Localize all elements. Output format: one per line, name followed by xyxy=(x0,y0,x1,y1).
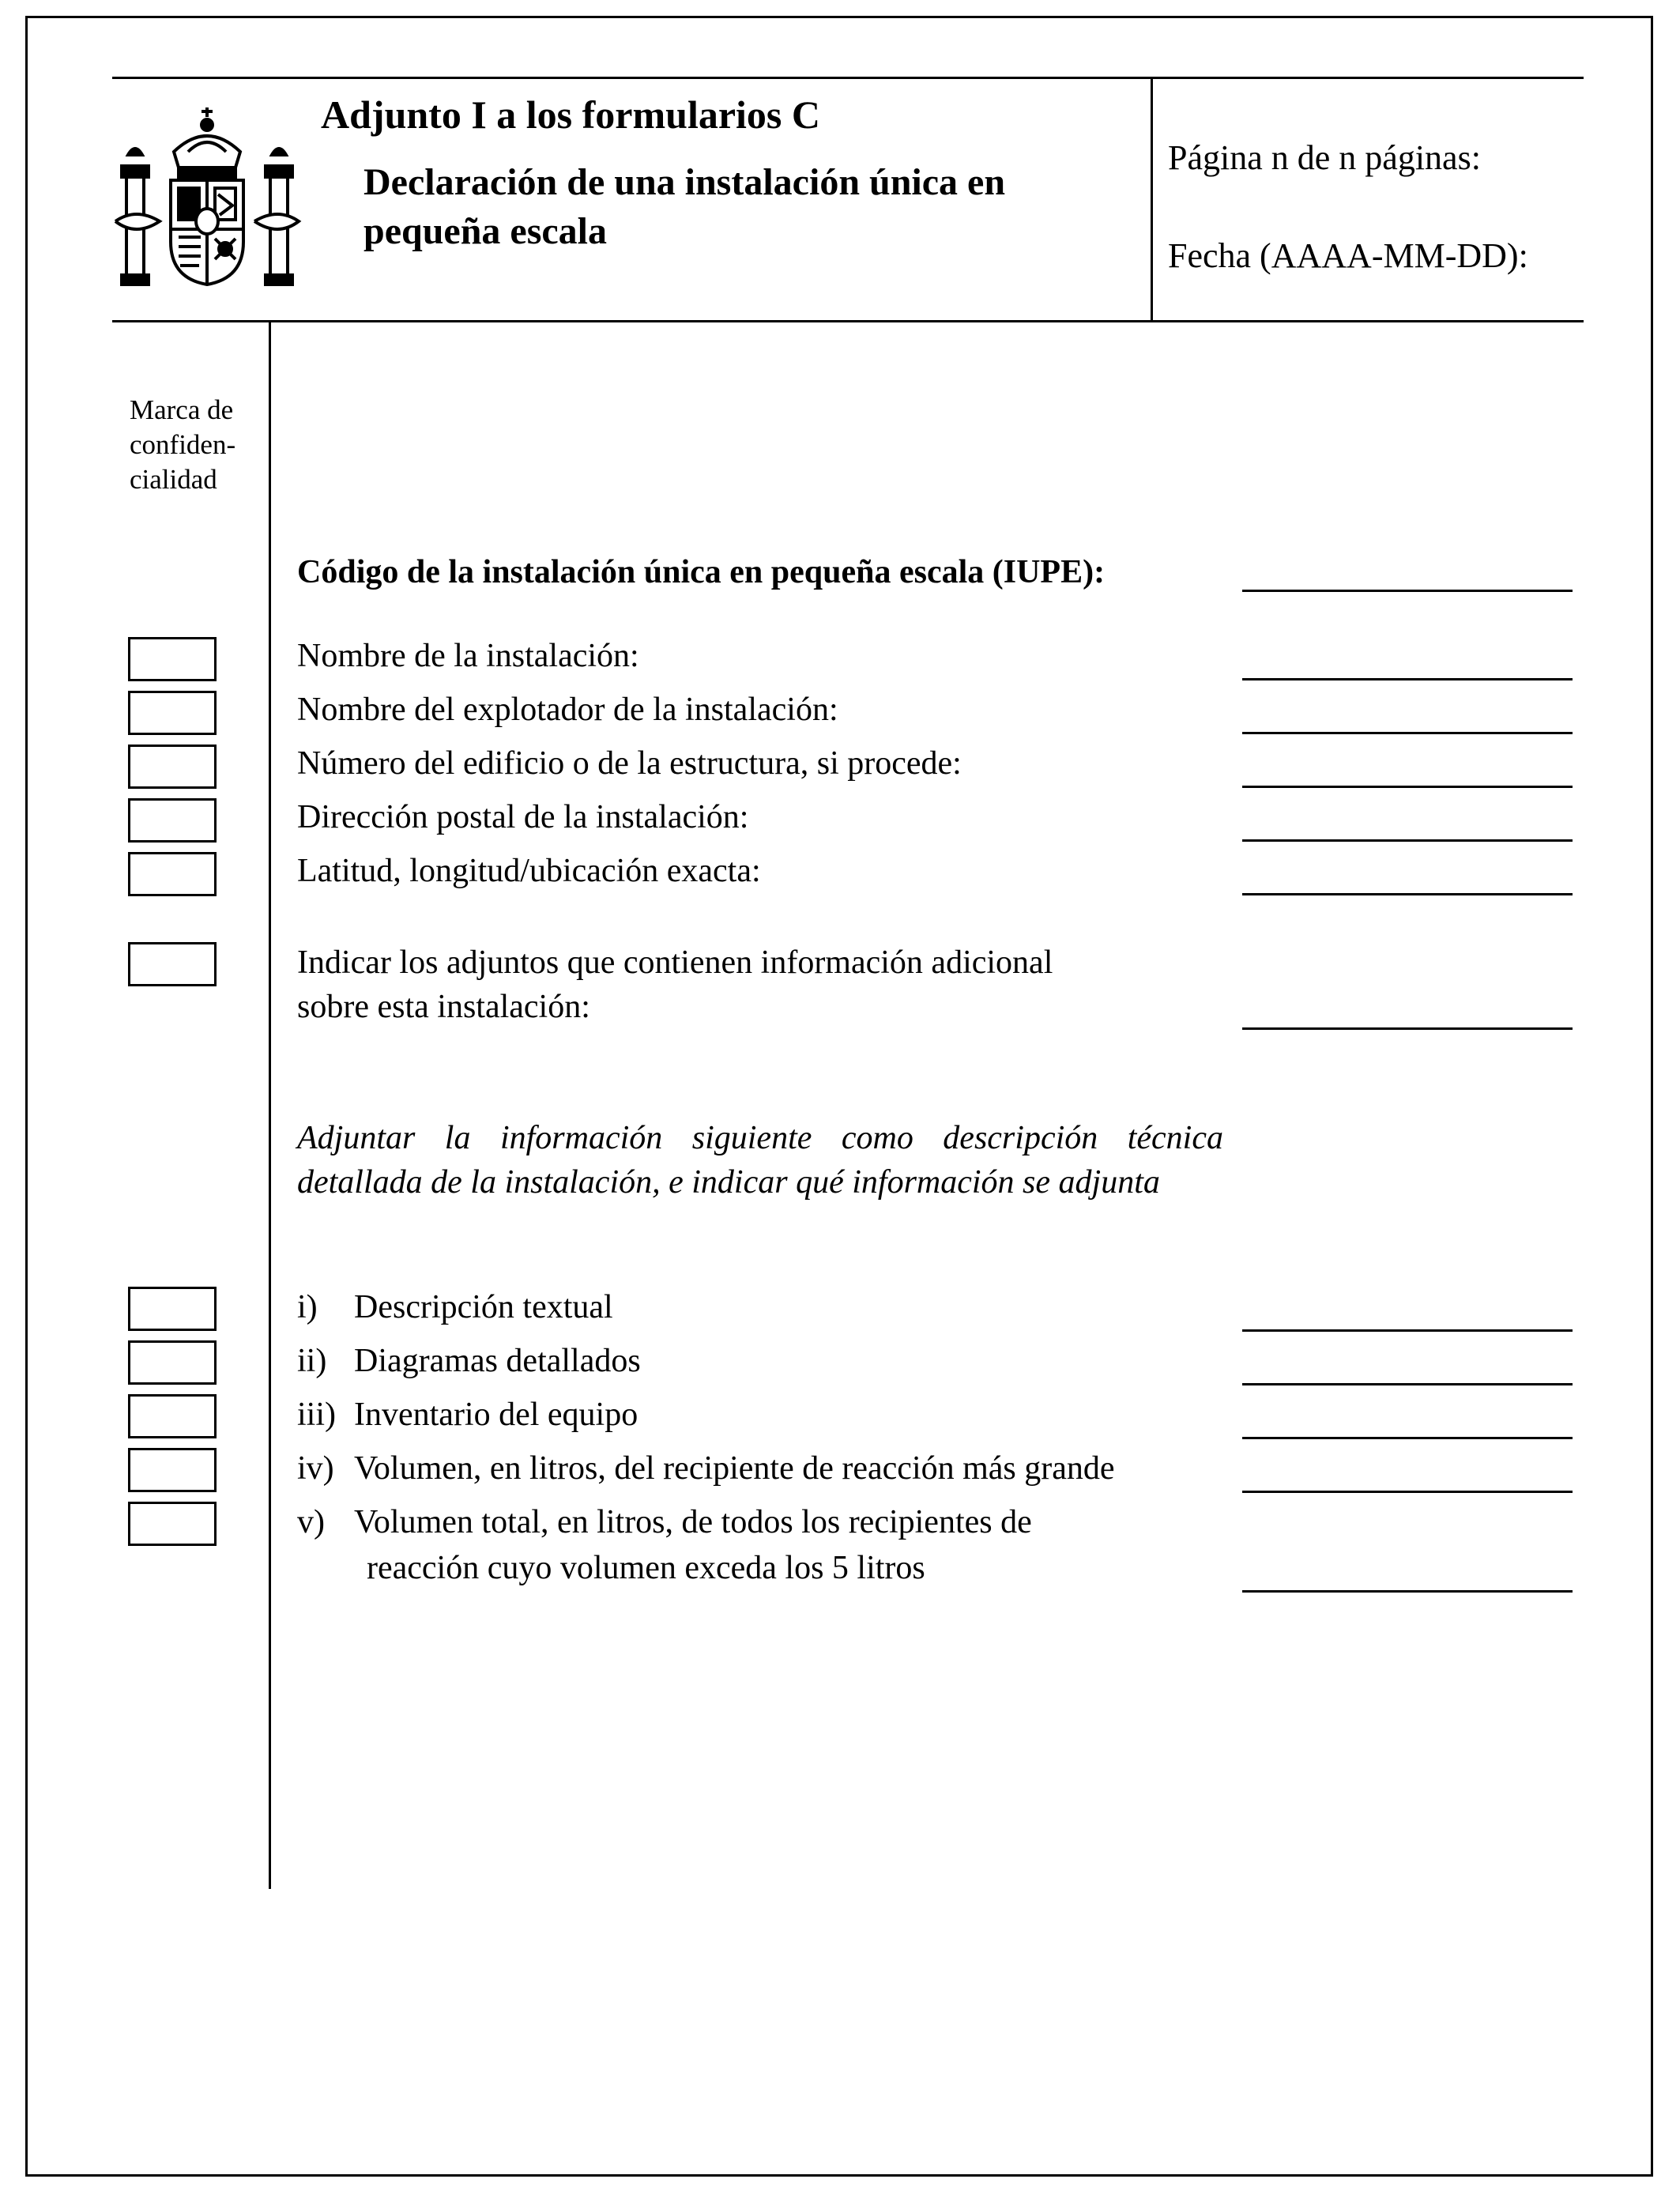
total-vessel-volume-field[interactable] xyxy=(1242,1590,1573,1593)
item-total-vessel-volume xyxy=(297,1503,1032,1541)
item-label: Inventario del equipo xyxy=(354,1397,638,1433)
location-field[interactable] xyxy=(1242,893,1573,895)
page-count-label: Página n de n páginas: xyxy=(1168,138,1481,177)
location-label: Latitud, longitud/ubicación exacta: xyxy=(297,853,761,889)
textual-description-field[interactable] xyxy=(1242,1329,1573,1332)
confidentiality-checkbox[interactable] xyxy=(128,745,217,789)
operator-name-field[interactable] xyxy=(1242,732,1573,734)
date-label: Fecha (AAAA-MM-DD): xyxy=(1168,236,1528,275)
building-number-field[interactable] xyxy=(1242,786,1573,788)
attachments-field[interactable] xyxy=(1242,1027,1573,1030)
iupe-code-label: Código de la instalación única en pequeña escala (IUPE): xyxy=(297,554,1106,590)
margin-rule xyxy=(269,320,271,1889)
confidentiality-checkbox[interactable] xyxy=(128,1340,217,1385)
confidentiality-checkbox[interactable] xyxy=(128,942,217,986)
building-number-label: Número del edificio o de la estructura, si procede: xyxy=(297,745,962,782)
item-largest-vessel-volume xyxy=(297,1449,1115,1487)
confidentiality-checkbox[interactable] xyxy=(128,1287,217,1331)
item-total-vessel-volume-continuation: reacción cuyo volumen exceda los 5 litros xyxy=(367,1550,925,1586)
item-label: Volumen, en litros, del recipiente de reacción más grande xyxy=(354,1450,1115,1487)
item-number: iv) xyxy=(297,1450,334,1487)
largest-vessel-volume-field[interactable] xyxy=(1242,1491,1573,1493)
facility-name-label: Nombre de la instalación: xyxy=(297,638,639,674)
confidentiality-checkbox[interactable] xyxy=(128,1394,217,1438)
confidentiality-checkbox[interactable] xyxy=(128,852,217,896)
confidentiality-checkbox[interactable] xyxy=(128,637,217,681)
attachments-label-line1: Indicar los adjuntos que contienen información adicional xyxy=(297,944,1053,981)
detailed-diagrams-field[interactable] xyxy=(1242,1383,1573,1385)
item-number: i) xyxy=(297,1289,318,1325)
item-textual-description xyxy=(297,1288,613,1326)
attachments-label-line2: sobre esta instalación: xyxy=(297,989,590,1025)
item-detailed-diagrams xyxy=(297,1342,641,1380)
confidentiality-checkbox[interactable] xyxy=(128,798,217,843)
header-divider xyxy=(1151,77,1153,322)
header-top-rule xyxy=(112,77,1584,79)
operator-name-label: Nombre del explotador de la instalación: xyxy=(297,692,838,728)
confidentiality-checkbox[interactable] xyxy=(128,1502,217,1546)
confidentiality-checkbox[interactable] xyxy=(128,691,217,735)
item-label: Diagramas detallados xyxy=(354,1343,641,1379)
item-label: Descripción textual xyxy=(354,1289,613,1325)
item-equipment-inventory xyxy=(297,1396,638,1434)
item-label: Volumen total, en litros, de todos los recipientes de xyxy=(354,1504,1032,1540)
header-bottom-rule xyxy=(112,320,1584,322)
item-number: ii) xyxy=(297,1343,327,1379)
equipment-inventory-field[interactable] xyxy=(1242,1437,1573,1439)
document-title: Adjunto I a los formularios C xyxy=(321,92,820,137)
facility-name-field[interactable] xyxy=(1242,678,1573,680)
item-number: v) xyxy=(297,1504,325,1540)
coat-of-arms-icon xyxy=(112,103,302,292)
postal-address-field[interactable] xyxy=(1242,839,1573,842)
postal-address-label: Dirección postal de la instalación: xyxy=(297,799,749,835)
confidentiality-mark-heading: Marca de confiden- cialidad xyxy=(130,394,236,495)
confidentiality-checkbox[interactable] xyxy=(128,1448,217,1492)
document-subtitle: Declaración de una instalación única en pequeña escala xyxy=(363,161,1006,252)
iupe-code-field[interactable] xyxy=(1242,590,1573,592)
instructions-text: Adjuntar la información siguiente como descripción técnica detallada de la instalación, e indicar qué información se adjunta xyxy=(297,1120,1223,1201)
item-number: iii) xyxy=(297,1397,336,1433)
